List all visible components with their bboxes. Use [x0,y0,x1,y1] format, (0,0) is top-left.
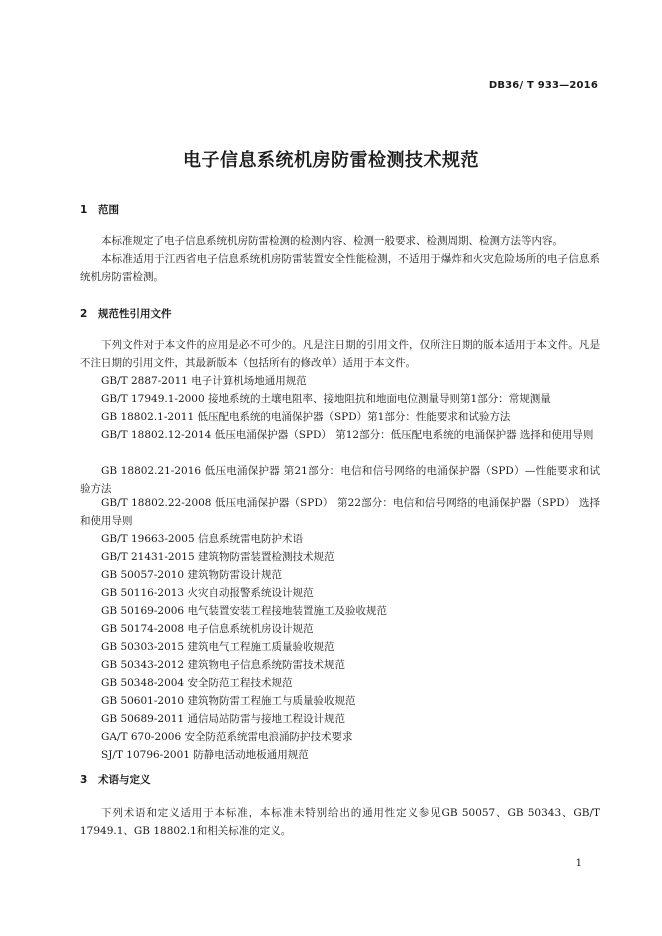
section-heading-normative-refs [80,306,172,321]
reference-item: GB 18802.21-2016 低压电涌保护器 第21部分：电信和信号网络的电涌保护器（SPD）—性能要求和试验方法 [80,465,600,495]
terms-intro: 下列术语和定义适用于本标准，本标准未特别给出的通用性定义参见GB 50057、GB 50343、GB/T 17949.1、GB 18802.1和相关标准的定义。 [80,807,600,837]
reference-item: GB 50057-2010 建筑物防雷设计规范 [101,569,282,581]
reference-item: GB/T 18802.12-2014 低压电涌保护器（SPD） 第12部分：低压配电系统的电涌保护器 选择和使用导则 [101,429,594,441]
page-number: 1 [575,858,582,869]
section-heading-scope [80,202,119,217]
reference-item: GB 50343-2012 建筑物电子信息系统防雷技术规范 [101,659,345,671]
section-title: 规范性引用文件 [98,308,172,320]
reference-item: GB/T 18802.22-2008 低压电涌保护器（SPD） 第22部分：电信和信号网络的电涌保护器（SPD） 选择和使用导则 [80,497,600,527]
normative-refs-intro: 下列文件对于本文件的应用是必不可少的。凡是注日期的引用文件，仅所注日期的版本适用于本文件。凡是不注日期的引用文件，其最新版本（包括所有的修改单）适用于本文件。 [80,339,600,369]
reference-item: GB 50169-2006 电气装置安装工程接地装置施工及验收规范 [101,605,387,617]
section-number: 2 [80,308,88,320]
reference-item: GA/T 670-2006 安全防范系统雷电浪涌防护技术要求 [101,731,353,743]
reference-item: GB 50174-2008 电子信息系统机房设计规范 [101,623,314,635]
reference-item: GB/T 2887-2011 电子计算机场地通用规范 [101,375,307,387]
section-title: 术语与定义 [98,774,151,786]
reference-item: SJ/T 10796-2001 防静电活动地板通用规范 [101,749,309,761]
scope-paragraph: 本标准适用于江西省电子信息系统机房防雷装置安全性能检测，不适用于爆炸和火灾危险场所的电子信息系统机房防雷检测。 [80,253,600,283]
document-title: 电子信息系统机房防雷检测技术规范 [183,150,479,171]
reference-item: GB 18802.1-2011 低压配电系统的电涌保护器（SPD）第1部分：性能要求和试验方法 [101,411,511,423]
section-heading-terms [80,772,151,787]
section-title: 范围 [98,204,119,216]
reference-item: GB/T 19663-2005 信息系统雷电防护术语 [101,533,303,545]
section-number: 3 [80,774,88,786]
reference-item: GB/T 21431-2015 建筑物防雷装置检测技术规范 [101,551,335,563]
reference-item: GB/T 17949.1-2000 接地系统的土壤电阻率、接地阻抗和地面电位测量导则第1部分：常规测量 [101,393,551,405]
reference-item: GB 50601-2010 建筑物防雷工程施工与质量验收规范 [101,695,356,707]
section-number: 1 [80,204,88,216]
reference-item: GB 50348-2004 安全防范工程技术规范 [101,677,293,689]
reference-item: GB 50116-2013 火灾自动报警系统设计规范 [101,587,314,599]
reference-item: GB 50303-2015 建筑电气工程施工质量验收规范 [101,641,335,653]
scope-paragraph: 本标准规定了电子信息系统机房防雷检测的检测内容、检测一般要求、检测周期、检测方法等内容。 [101,235,563,247]
document-code: DB36/ T 933—2016 [488,80,598,91]
reference-item: GB 50689-2011 通信局站防雷与接地工程设计规范 [101,713,345,725]
